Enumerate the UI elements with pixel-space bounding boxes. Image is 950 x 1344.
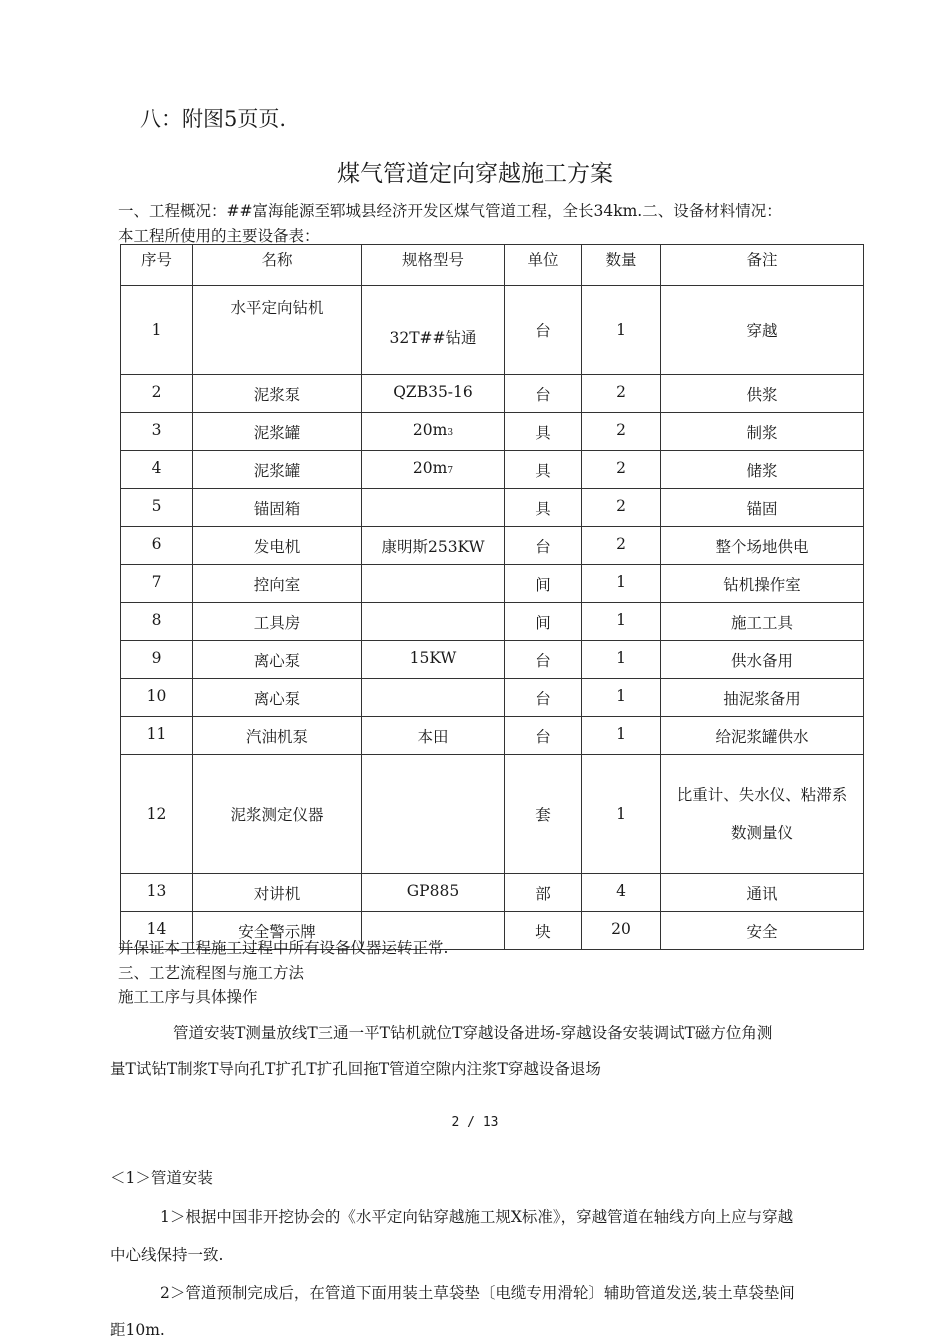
cell-note: 制浆 — [661, 413, 864, 451]
cell-note: 通讯 — [661, 874, 864, 912]
cell-model — [362, 565, 505, 603]
para1-line2: 中心线保持一致. — [110, 1246, 224, 1264]
cell-name — [193, 286, 362, 375]
cell-name: 控向室 — [193, 565, 362, 603]
cell-model-sub: 7 — [447, 466, 454, 476]
cell-unit: 间 — [505, 565, 582, 603]
document-title: 煤气管道定向穿越施工方案 — [337, 161, 613, 187]
cell-name: 泥浆罐 — [193, 451, 362, 489]
cell-unit: 台 — [505, 375, 582, 413]
equipment-table — [120, 244, 864, 950]
cell-name: 对讲机 — [193, 874, 362, 912]
cell-qty: 20 — [582, 912, 661, 950]
cell-unit: 具 — [505, 413, 582, 451]
flow-line-2: 量T试钻T制浆T导向孔T扩孔T扩孔回拖T管道空隙内注浆T穿越设备退场 — [110, 1060, 601, 1078]
cell-model — [362, 489, 505, 527]
page-number: 2 / 13 — [451, 1115, 499, 1130]
cell-no: 7 — [121, 565, 193, 603]
cell-unit: 具 — [505, 451, 582, 489]
cell-note-line: 数测量仪 — [730, 824, 793, 842]
cell-model — [362, 755, 505, 874]
cell-model: 32T##钻通 — [362, 286, 505, 375]
cell-model: QZB35-16 — [362, 375, 505, 413]
appendix-heading: 八：附图5页页. — [140, 107, 287, 131]
cell-model: 15KW — [362, 641, 505, 679]
cell-name: 离心泵 — [193, 679, 362, 717]
cell-qty: 2 — [582, 527, 661, 565]
pipe-install-heading: ＜1＞管道安装 — [110, 1169, 213, 1187]
cell-qty: 1 — [582, 679, 661, 717]
table-row — [121, 451, 864, 489]
cell-name: 离心泵 — [193, 641, 362, 679]
table-row — [121, 717, 864, 755]
cell-no: 9 — [121, 641, 193, 679]
cell-unit: 块 — [505, 912, 582, 950]
para2-line2: 距10m. — [110, 1321, 165, 1339]
cell-note: 给泥浆罐供水 — [661, 717, 864, 755]
cell-model — [362, 413, 505, 451]
cell-note: 储浆 — [661, 451, 864, 489]
cell-name-text: 水平定向钻机 — [230, 299, 324, 317]
cell-unit: 间 — [505, 603, 582, 641]
section-3-heading: 三、工艺流程图与施工方法 — [118, 964, 305, 982]
table-row — [121, 527, 864, 565]
flow-line-1: 管道安装T测量放线T三通一平T钻机就位T穿越设备进场-穿越设备安装调试T磁方位角测 — [173, 1024, 773, 1042]
cell-no: 12 — [121, 755, 193, 874]
subsection-heading: 施工工序与具体操作 — [118, 988, 258, 1006]
cell-note-line: 比重计、失水仪、粘滞系 — [676, 786, 848, 804]
table-row — [121, 874, 864, 912]
table-row — [121, 489, 864, 527]
cell-note: 供浆 — [661, 375, 864, 413]
cell-note: 抽泥浆备用 — [661, 679, 864, 717]
para2-line1: 2＞管道预制完成后，在管道下面用装土草袋垫〔电缆专用滑轮〕辅助管道发送,装土草袋垫间 — [160, 1284, 795, 1302]
cell-no: 11 — [121, 717, 193, 755]
cell-qty: 4 — [582, 874, 661, 912]
cell-name: 泥浆泵 — [193, 375, 362, 413]
table-row — [121, 755, 864, 874]
cell-model: 本田 — [362, 717, 505, 755]
cell-note — [661, 755, 864, 874]
cell-qty: 2 — [582, 413, 661, 451]
cell-model — [362, 451, 505, 489]
cell-qty: 1 — [582, 641, 661, 679]
cell-unit: 台 — [505, 679, 582, 717]
cell-note: 施工工具 — [661, 603, 864, 641]
cell-no: 10 — [121, 679, 193, 717]
cell-qty: 2 — [582, 375, 661, 413]
table-row — [121, 603, 864, 641]
header-name: 名称 — [193, 245, 362, 286]
cell-no: 4 — [121, 451, 193, 489]
header-note: 备注 — [661, 245, 864, 286]
cell-no: 2 — [121, 375, 193, 413]
cell-note: 穿越 — [661, 286, 864, 375]
table-header-row — [121, 245, 864, 286]
cell-model: GP885 — [362, 874, 505, 912]
cell-model — [362, 679, 505, 717]
table-row — [121, 565, 864, 603]
cell-model-sub: 3 — [447, 428, 454, 438]
cell-unit: 台 — [505, 286, 582, 375]
equipment-table-wrapper — [120, 244, 863, 950]
table-row — [121, 679, 864, 717]
cell-qty: 2 — [582, 489, 661, 527]
table-row — [121, 641, 864, 679]
cell-unit: 套 — [505, 755, 582, 874]
cell-no: 5 — [121, 489, 193, 527]
cell-unit: 台 — [505, 527, 582, 565]
cell-qty: 1 — [582, 603, 661, 641]
cell-name: 发电机 — [193, 527, 362, 565]
header-unit: 单位 — [505, 245, 582, 286]
cell-note: 锚固 — [661, 489, 864, 527]
table-row — [121, 375, 864, 413]
header-qty: 数量 — [582, 245, 661, 286]
cell-name: 泥浆测定仪器 — [193, 755, 362, 874]
cell-no: 13 — [121, 874, 193, 912]
para1-line1: 1＞根据中国非开挖协会的《水平定向钻穿越施工规X标准》，穿越管道在轴线方向上应与穿越 — [160, 1208, 794, 1226]
cell-note: 整个场地供电 — [661, 527, 864, 565]
cell-model: 康明斯253KW — [362, 527, 505, 565]
cell-name: 安全警示牌 — [193, 912, 362, 950]
cell-no: 3 — [121, 413, 193, 451]
table-row — [121, 286, 864, 375]
cell-model-text: 20m — [412, 459, 448, 477]
cell-unit: 部 — [505, 874, 582, 912]
table-row — [121, 413, 864, 451]
cell-qty: 1 — [582, 717, 661, 755]
cell-no: 14 — [121, 912, 193, 950]
cell-unit: 台 — [505, 641, 582, 679]
cell-unit: 具 — [505, 489, 582, 527]
cell-model-text: 20m — [412, 421, 448, 439]
header-no: 序号 — [121, 245, 193, 286]
header-model: 规格型号 — [362, 245, 505, 286]
cell-name: 泥浆罐 — [193, 413, 362, 451]
cell-note: 供水备用 — [661, 641, 864, 679]
cell-no: 6 — [121, 527, 193, 565]
cell-model — [362, 603, 505, 641]
table-intro: 本工程所使用的主要设备表： — [118, 227, 320, 245]
cell-name: 工具房 — [193, 603, 362, 641]
overview-line: 一、工程概况：##富海能源至郓城县经济开发区煤气管道工程，全长34km.二、设备材料情况： — [118, 202, 782, 220]
cell-name: 汽油机泵 — [193, 717, 362, 755]
cell-qty: 1 — [582, 565, 661, 603]
cell-unit: 台 — [505, 717, 582, 755]
cell-qty: 1 — [582, 286, 661, 375]
cell-note: 安全 — [661, 912, 864, 950]
cell-note: 钻机操作室 — [661, 565, 864, 603]
cell-name: 锚固箱 — [193, 489, 362, 527]
cell-qty: 1 — [582, 755, 661, 874]
cell-no: 1 — [121, 286, 193, 375]
cell-no: 8 — [121, 603, 193, 641]
after-table-note: 并保证本工程施工过程中所有设备仪器运转正常. — [118, 939, 449, 957]
cell-qty: 2 — [582, 451, 661, 489]
